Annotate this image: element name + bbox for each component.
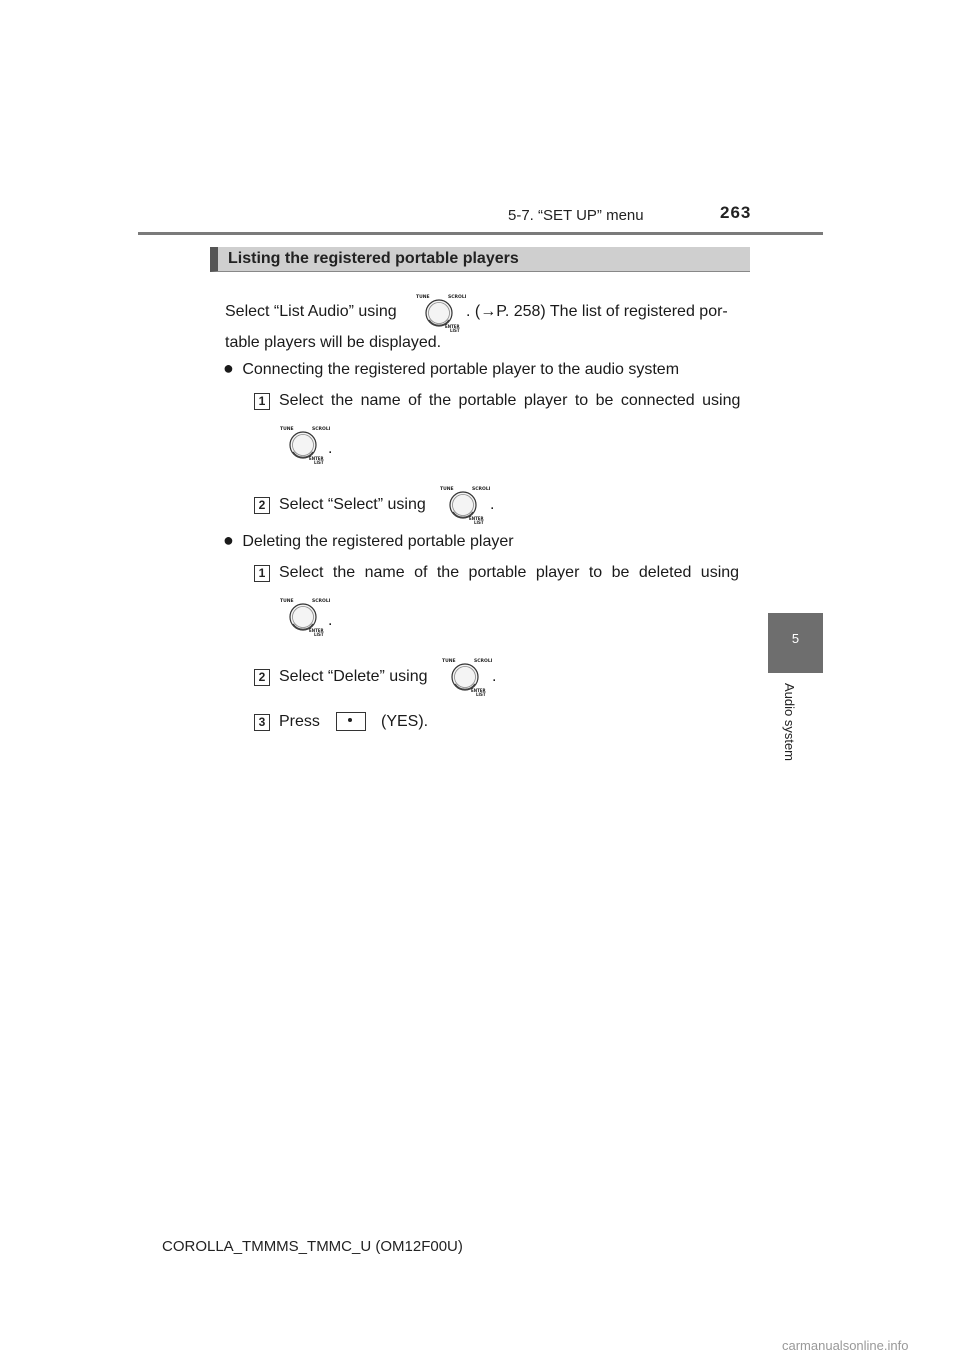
intro-line2: table players will be displayed. [225,334,442,351]
knob-enter-label: ENTER [469,516,484,521]
period: . [490,496,495,513]
knob-enter-label: ENTER [471,688,486,693]
connect-step1-text: Select the name of the portable player to be connected using [279,392,741,409]
tune-knob-icon [440,656,492,696]
knob-tune-label: TUNE [440,487,454,492]
tune-knob-icon [278,424,333,464]
watermark: carmanualsonline.info [782,1338,909,1353]
tune-knob-icon [278,596,333,636]
knob-enter-label: ENTER [309,456,324,461]
knob-tune-label: TUNE [280,599,294,604]
knob-tune-label: TUNE [442,659,456,664]
delete-step3-text: Press [279,713,320,730]
header-rule [138,232,823,235]
step-number-box: 2 [254,497,270,514]
knob-scroll-label: SCROLL [448,295,466,300]
knob-tune-label: TUNE [280,427,294,432]
knob-scroll-label: SCROLL [312,427,330,432]
chapter-label: Audio system [782,682,797,762]
knob-enter-label: ENTER [309,628,324,633]
knob-scroll-label: SCROLL [312,599,330,604]
delete-step1-text: Select the name of the portable player to be deleted using [279,564,740,581]
tune-knob-icon [438,484,490,524]
knob-list-label: LIST [476,692,486,696]
period: . [492,668,497,685]
period: . [328,612,333,629]
knob-scroll-label: SCROLL [472,487,490,492]
connect-heading: Connecting the registered portable player to the audio system [242,361,680,378]
step-number-box: 1 [254,393,270,410]
intro-line1-start: Select “List Audio” using [225,303,397,320]
step-number-box: 2 [254,669,270,686]
delete-heading: Deleting the registered portable player [242,533,514,550]
knob-enter-label: ENTER [445,324,460,329]
intro-line1-end: . (→P. 258) The list of registered por- [466,303,728,320]
section-title-bar [210,247,750,272]
connect-step2-text: Select “Select” using [279,496,426,513]
yes-label: (YES). [381,713,429,730]
knob-list-label: LIST [474,520,484,524]
delete-bullet-line [223,530,514,551]
delete-step2-text: Select “Delete” using [279,668,428,685]
chapter-tab [768,613,823,673]
page-number: 263 [720,203,752,222]
knob-list-label: LIST [314,632,324,636]
chapter-number: 5 [791,631,800,646]
connect-bullet-line [223,358,679,379]
knob-tune-label: TUNE [416,295,430,300]
knob-list-label: LIST [314,460,324,464]
section-title: Listing the registered portable players [228,250,519,267]
preset-dot-icon [348,718,352,722]
period: . [328,440,333,457]
step-number-box: 1 [254,565,270,582]
footer-code: COROLLA_TMMMS_TMMC_U (OM12F00U) [162,1238,463,1255]
knob-list-label: LIST [450,328,460,332]
bullet-icon: ● [223,358,234,378]
tune-knob-icon [414,292,466,332]
section-header: 5-7. “SET UP” menu [508,207,644,224]
step-number-box: 3 [254,714,270,731]
bullet-icon: ● [223,530,234,550]
knob-scroll-label: SCROLL [474,659,492,664]
